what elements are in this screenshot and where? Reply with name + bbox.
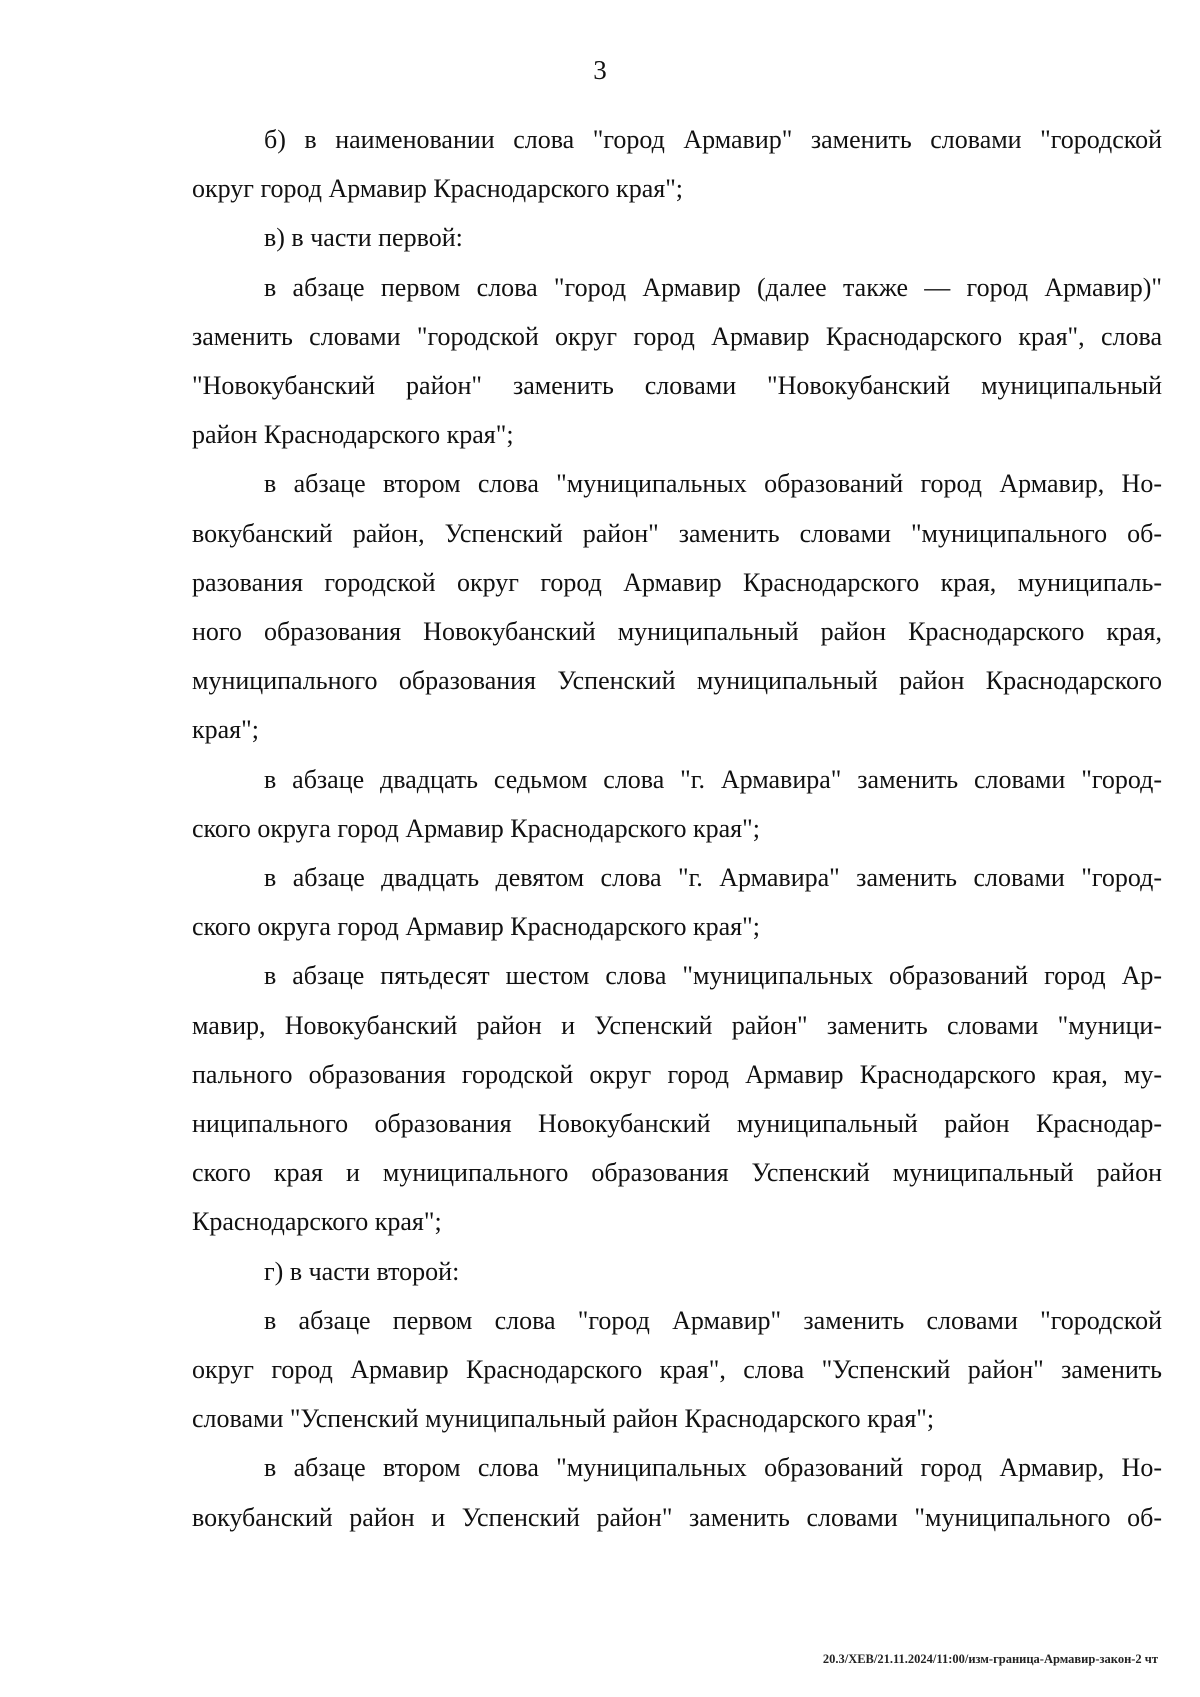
- text-line: ного образования Новокубанский муниципальный район Краснодарского края,: [192, 617, 1162, 647]
- text-line: ского округа город Армавир Краснодарского края";: [192, 813, 760, 843]
- text-line: в абзаце первом слова "город Армавир (далее также — город Армавир)": [264, 272, 1162, 302]
- text-line: заменить словами "городской округ город Армавир Краснодарского края", слова: [192, 321, 1162, 351]
- text-line: пального образования городской округ город Армавир Краснодарского края, му-: [192, 1059, 1162, 1089]
- text-line: в абзаце двадцать девятом слова "г. Армавира" заменить словами "город-: [264, 863, 1162, 893]
- text-line: в абзаце втором слова "муниципальных образований город Армавир, Но-: [264, 469, 1162, 499]
- paragraph-second-abzac: [192, 459, 1162, 754]
- text-line: район Краснодарского края";: [192, 420, 514, 450]
- text-line: словами "Успенский муниципальный район Краснодарского края";: [192, 1404, 935, 1434]
- paragraph-29th-abzac: [192, 853, 1162, 951]
- text-line: муниципального образования Успенский муниципальный район Краснодарского: [192, 666, 1162, 696]
- text-line: г) в части второй:: [264, 1256, 460, 1286]
- text-line: "Новокубанский район" заменить словами "Новокубанский муниципальный: [192, 371, 1162, 401]
- text-line: ниципального образования Новокубанский муниципальный район Краснодар-: [192, 1109, 1162, 1139]
- text-line: Краснодарского края";: [192, 1207, 442, 1237]
- text-line: округ город Армавир Краснодарского края", слова "Успенский район" заменить: [192, 1355, 1162, 1385]
- text-line: в абзаце первом слова "город Армавир" заменить словами "городской: [264, 1305, 1162, 1335]
- paragraph-27th-abzac: [192, 755, 1162, 853]
- text-line: ского края и муниципального образования Успенский муниципальный район: [192, 1158, 1162, 1188]
- paragraph-part-two-second-abzac: [192, 1443, 1162, 1541]
- text-line: б) в наименовании слова "город Армавир" заменить словами "городской: [264, 125, 1162, 154]
- text-line: в абзаце втором слова "муниципальных образований город Армавир, Но-: [264, 1453, 1162, 1483]
- page-number: 3: [593, 55, 607, 85]
- text-line: в абзаце пятьдесят шестом слова "муниципальных образований город Ар-: [264, 961, 1162, 991]
- paragraph-part-two-first-abzac: [192, 1296, 1162, 1444]
- document-body: [192, 115, 1162, 1542]
- paragraph-g-part-two: [192, 1247, 1162, 1296]
- paragraph-v-part-one: [192, 213, 1162, 262]
- paragraph-56th-abzac: [192, 951, 1162, 1246]
- text-line: вокубанский район и Успенский район" заменить словами "муниципального об-: [192, 1502, 1162, 1532]
- text-line: в абзаце двадцать седьмом слова "г. Армавира" заменить словами "город-: [264, 764, 1162, 794]
- text-line: округ город Армавир Краснодарского края";: [192, 174, 684, 204]
- text-line: края";: [192, 715, 259, 745]
- text-line: мавир, Новокубанский район и Успенский район" заменить словами "муници-: [192, 1010, 1162, 1040]
- text-line: в) в части первой:: [264, 223, 463, 253]
- text-line: ского округа город Армавир Краснодарского края";: [192, 912, 760, 942]
- document-footer-code: 20.3/ХЕВ/21.11.2024/11:00/изм-граница-Армавир-закон-2 чт: [822, 1652, 1158, 1666]
- paragraph-first-abzac: [192, 263, 1162, 460]
- text-line: вокубанский район, Успенский район" заменить словами "муниципального об-: [192, 518, 1162, 548]
- paragraph-b-naming: [192, 115, 1162, 213]
- text-line: разования городской округ город Армавир Краснодарского края, муниципаль-: [192, 567, 1162, 597]
